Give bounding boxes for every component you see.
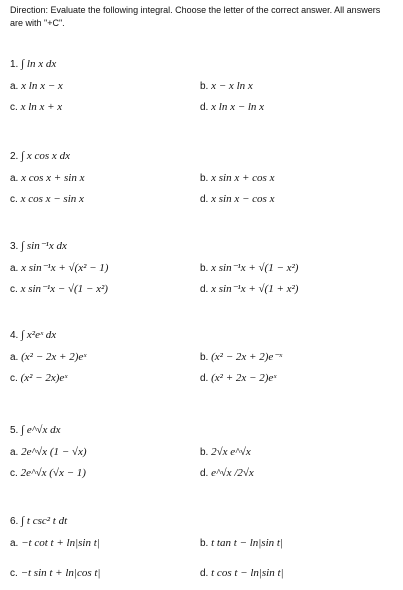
choice-b[interactable] [200, 80, 253, 93]
question-number: 3. [10, 241, 19, 252]
choice-text: x ln x − x [21, 80, 63, 92]
choice-letter: b. [200, 173, 209, 184]
choice-letter: c. [10, 568, 18, 579]
integral-expression: ∫ sin⁻¹x dx [21, 240, 67, 252]
integral-expression: ∫ ln x dx [21, 58, 57, 70]
choice-text: t tan t − ln|sin t| [211, 537, 283, 549]
choice-letter: c. [10, 194, 18, 205]
choice-text: x cos x − sin x [20, 193, 84, 205]
choice-letter: a. [10, 352, 19, 363]
choice-text: (x² − 2x + 2)e⁻ˣ [211, 351, 283, 363]
choice-d[interactable] [200, 372, 276, 385]
choice-c[interactable] [10, 372, 67, 385]
choice-letter: b. [200, 263, 209, 274]
question-stem [10, 329, 56, 342]
choice-d[interactable] [200, 567, 284, 580]
question-stem [10, 58, 56, 71]
choice-letter: a. [10, 81, 19, 92]
choice-b[interactable] [200, 537, 283, 550]
choice-text: x sin⁻¹x − √(1 − x²) [20, 283, 108, 295]
choice-b[interactable] [200, 446, 251, 459]
choice-text: 2e^√x (√x − 1) [20, 467, 86, 479]
choice-text: t cos t − ln|sin t| [211, 567, 284, 579]
choice-letter: b. [200, 81, 209, 92]
choice-letter: d. [200, 373, 209, 384]
choice-d[interactable] [200, 193, 274, 206]
choice-a[interactable] [10, 262, 108, 275]
choice-text: x sin x − cos x [211, 193, 275, 205]
choice-letter: d. [200, 194, 209, 205]
choice-letter: a. [10, 173, 19, 184]
choice-letter: c. [10, 102, 18, 113]
choice-letter: d. [200, 284, 209, 295]
choice-a[interactable] [10, 351, 86, 364]
question-number: 5. [10, 425, 19, 436]
choice-letter: a. [10, 538, 19, 549]
choice-b[interactable] [200, 351, 282, 364]
question-number: 6. [10, 516, 19, 527]
question-stem [10, 515, 67, 528]
choice-letter: c. [10, 373, 18, 384]
choice-text: x sin⁻¹x + √(1 − x²) [211, 262, 299, 274]
choice-text: e^√x /2√x [211, 467, 254, 479]
choice-d[interactable] [200, 283, 298, 296]
choice-letter: d. [200, 568, 209, 579]
choice-a[interactable] [10, 80, 63, 93]
choice-text: x sin⁻¹x + √(1 + x²) [211, 283, 299, 295]
question-stem [10, 424, 60, 437]
integral-expression: ∫ x cos x dx [21, 150, 70, 162]
choice-text: −t cot t + ln|sin t| [21, 537, 100, 549]
choice-text: x sin x + cos x [211, 172, 275, 184]
choice-d[interactable] [200, 467, 254, 480]
choice-text: x sin⁻¹x + √(x² − 1) [21, 262, 109, 274]
question-number: 1. [10, 59, 19, 70]
choice-b[interactable] [200, 172, 274, 185]
question-number: 4. [10, 330, 19, 341]
choice-c[interactable] [10, 101, 62, 114]
choice-letter: a. [10, 263, 19, 274]
choice-c[interactable] [10, 193, 84, 206]
choice-b[interactable] [200, 262, 298, 275]
choice-text: (x² + 2x − 2)eˣ [211, 372, 277, 384]
choice-a[interactable] [10, 446, 87, 459]
integral-expression: ∫ x²eˣ dx [21, 329, 57, 341]
choice-letter: b. [200, 352, 209, 363]
question-stem [10, 150, 70, 163]
question-number: 2. [10, 151, 19, 162]
choice-a[interactable] [10, 537, 100, 550]
question-stem [10, 240, 67, 253]
choice-letter: c. [10, 468, 18, 479]
choice-text: (x² − 2x + 2)eˣ [21, 351, 87, 363]
integral-expression: ∫ e^√x dx [21, 424, 61, 436]
choice-text: 2√x e^√x [211, 446, 251, 458]
choice-text: −t sin t + ln|cos t| [20, 567, 101, 579]
choice-letter: b. [200, 538, 209, 549]
choice-text: x − x ln x [211, 80, 253, 92]
integral-expression: ∫ t csc² t dt [21, 515, 68, 527]
choice-text: x ln x − ln x [211, 101, 265, 113]
choice-letter: d. [200, 102, 209, 113]
choice-c[interactable] [10, 567, 100, 580]
choice-letter: a. [10, 447, 19, 458]
choice-text: (x² − 2x)eˣ [20, 372, 68, 384]
choice-d[interactable] [200, 101, 264, 114]
choice-letter: c. [10, 284, 18, 295]
choice-text: x cos x + sin x [21, 172, 85, 184]
choice-letter: b. [200, 447, 209, 458]
choice-text: x ln x + x [20, 101, 63, 113]
choice-c[interactable] [10, 467, 86, 480]
direction-text: Direction: Evaluate the following integral. Choose the letter of the correct answer. All answers are with "+C". [10, 5, 381, 28]
choice-a[interactable] [10, 172, 84, 185]
choice-letter: d. [200, 468, 209, 479]
choice-c[interactable] [10, 283, 108, 296]
choice-text: 2e^√x (1 − √x) [21, 446, 87, 458]
